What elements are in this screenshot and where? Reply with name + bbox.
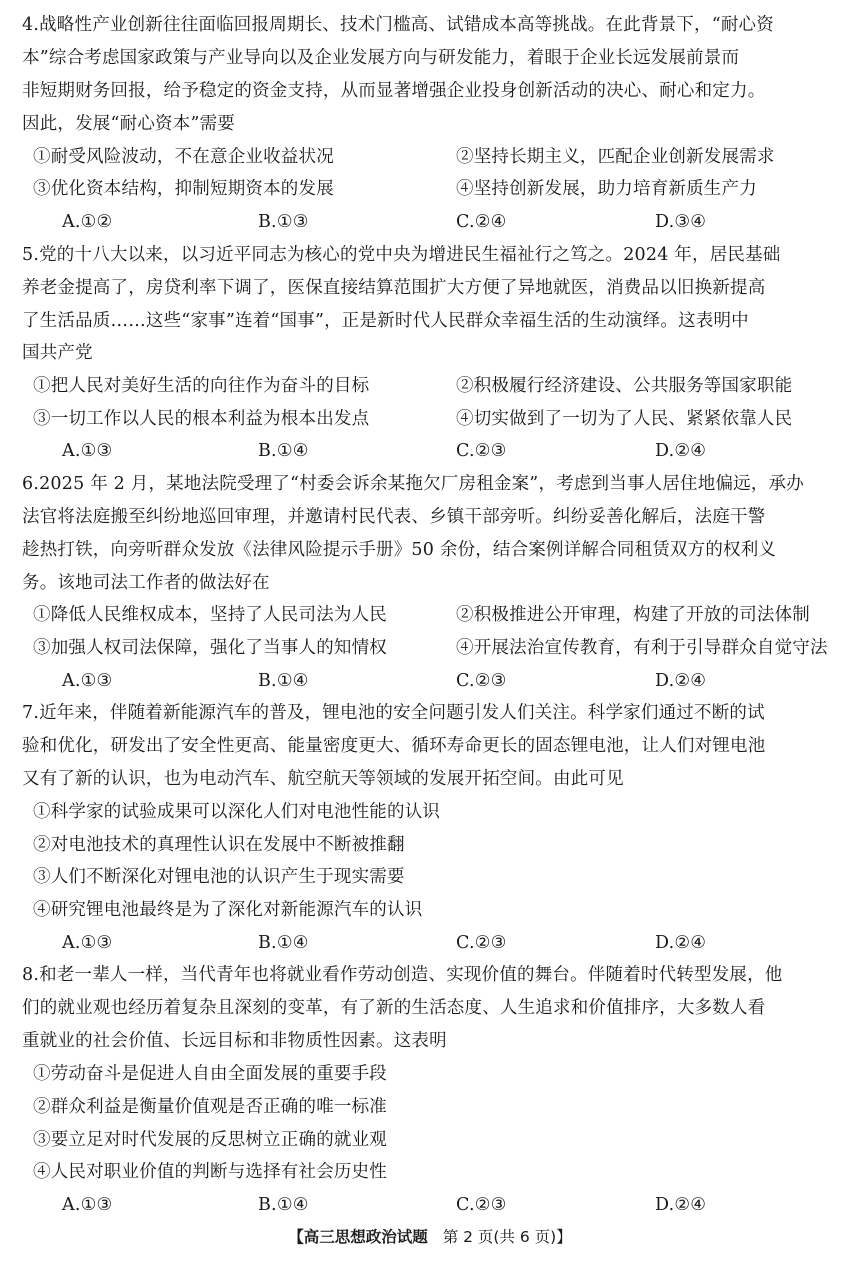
question-4-stem-line: 本”综合考虑国家政策与产业导向以及企业发展方向与研发能力，着眼于企业长远发展前景而	[22, 48, 740, 68]
question-5-stem-line: 国共产党	[22, 343, 93, 363]
question-6-option-1: ①降低人民维权成本，坚持了人民司法为人民	[33, 605, 387, 625]
question-8-option-2: ②群众利益是衡量价值观是否正确的唯一标准	[33, 1097, 387, 1117]
question-6-option-2: ②积极推进公开审理，构建了开放的司法体制	[456, 605, 810, 625]
question-7-stem-line: 7.近年来，伴随着新能源汽车的普及，锂电池的安全问题引发人们关注。科学家们通过不断的试	[22, 703, 765, 723]
question-7-option-2: ②对电池技术的真理性认识在发展中不断被推翻	[33, 835, 405, 855]
question-8-stem-line: 重就业的社会价值、长远目标和非物质性因素。这表明	[22, 1031, 447, 1051]
question-5-option-2: ②积极履行经济建设、公共服务等国家职能	[456, 376, 793, 396]
page-number: 第 2 页(共 6 页)】	[442, 1228, 572, 1246]
question-7-option-4: ④研究锂电池最终是为了深化对新能源汽车的认识	[33, 900, 423, 920]
question-8-stem-line: 们的就业观也经历着复杂且深刻的变革，有了新的生活态度、人生追求和价值排序，大多数人看	[22, 998, 766, 1018]
question-5-answer-d: D.②④	[655, 441, 707, 461]
question-4-answer-a: A.①②	[62, 212, 113, 232]
question-7-stem-line: 又有了新的认识，也为电动汽车、航空航天等领域的发展开拓空间。由此可见	[22, 769, 624, 789]
question-5-answer-a: A.①③	[62, 441, 113, 461]
question-5-answer-b: B.①④	[258, 441, 309, 461]
question-4-option-1: ①耐受风险波动，不在意企业收益状况	[33, 147, 334, 167]
page-footer	[0, 1226, 860, 1248]
question-7-stem-line: 验和优化，研发出了安全性更高、能量密度更大、循环寿命更长的固态锂电池，让人们对锂电池	[22, 736, 766, 756]
question-8-option-1: ①劳动奋斗是促进人自由全面发展的重要手段	[33, 1064, 387, 1084]
question-8-stem-line: 8.和老一辈人一样，当代青年也将就业看作劳动创造、实现价值的舞台。伴随着时代转型发展，他	[22, 965, 783, 985]
question-6-option-4: ④开展法治宣传教育，有利于引导群众自觉守法	[456, 638, 828, 658]
question-5-stem-line: 了生活品质……这些“家事”连着“国事”，正是新时代人民群众幸福生活的生动演绎。这表明中	[22, 311, 749, 331]
question-6-answer-c: C.②③	[456, 671, 507, 691]
question-7-answer-c: C.②③	[456, 933, 507, 953]
question-5-stem-line: 养老金提高了，房贷利率下调了，医保直接结算范围扩大方便了异地就医，消费品以旧换新提高	[22, 278, 766, 298]
question-4-option-4: ④坚持创新发展，助力培育新质生产力	[456, 179, 757, 199]
question-6-stem-line: 法官将法庭搬至纠纷地巡回审理，并邀请村民代表、乡镇干部旁听。纠纷妥善化解后，法庭干警	[22, 507, 766, 527]
question-5-answer-c: C.②③	[456, 441, 507, 461]
question-5-option-4: ④切实做到了一切为了人民、紧紧依靠人民	[456, 409, 793, 429]
question-4-answer-d: D.③④	[655, 212, 707, 232]
question-7-answer-d: D.②④	[655, 933, 707, 953]
question-4-option-2: ②坚持长期主义，匹配企业创新发展需求	[456, 147, 775, 167]
question-4-answer-b: B.①③	[258, 212, 309, 232]
exam-title: 【高三思想政治试题	[288, 1228, 428, 1246]
question-8-option-3: ③要立足对时代发展的反思树立正确的就业观	[33, 1130, 387, 1150]
question-5-stem-line: 5.党的十八大以来，以习近平同志为核心的党中央为增进民生福祉行之笃之。2024 年，居民基础	[22, 245, 781, 265]
question-4-option-3: ③优化资本结构，抑制短期资本的发展	[33, 179, 334, 199]
question-7-option-1: ①科学家的试验成果可以深化人们对电池性能的认识	[33, 802, 441, 822]
question-8-option-4: ④人民对职业价值的判断与选择有社会历史性	[33, 1162, 387, 1182]
question-7-answer-a: A.①③	[62, 933, 113, 953]
question-8-answer-b: B.①④	[258, 1195, 309, 1215]
question-6-answer-a: A.①③	[62, 671, 113, 691]
question-7-option-3: ③人们不断深化对锂电池的认识产生于现实需要	[33, 867, 405, 887]
question-4-stem-line: 4.战略性产业创新往往面临回报周期长、技术门槛高、试错成本高等挑战。在此背景下，“耐心资	[22, 15, 774, 35]
question-5-option-3: ③一切工作以人民的根本利益为根本出发点	[33, 409, 370, 429]
question-6-answer-d: D.②④	[655, 671, 707, 691]
question-6-stem-line: 务。该地司法工作者的做法好在	[22, 573, 270, 593]
question-4-stem-line: 非短期财务回报，给予稳定的资金支持，从而显著增强企业投身创新活动的决心、耐心和定力。	[22, 81, 766, 101]
question-8-answer-c: C.②③	[456, 1195, 507, 1215]
question-4-answer-c: C.②④	[456, 212, 507, 232]
question-8-answer-a: A.①③	[62, 1195, 113, 1215]
question-5-option-1: ①把人民对美好生活的向往作为奋斗的目标	[33, 376, 370, 396]
question-6-stem-line: 趁热打铁，向旁听群众发放《法律风险提示手册》50 余份，结合案例详解合同租赁双方的权利义	[22, 540, 777, 560]
question-8-answer-d: D.②④	[655, 1195, 707, 1215]
question-4-stem-line: 因此，发展“耐心资本”需要	[22, 114, 235, 134]
question-6-answer-b: B.①④	[258, 671, 309, 691]
question-7-answer-b: B.①④	[258, 933, 309, 953]
question-6-stem-line: 6.2025 年 2 月，某地法院受理了“村委会诉余某拖欠厂房租金案”，考虑到当事人居住地偏远，承办	[22, 474, 804, 494]
question-6-option-3: ③加强人权司法保障，强化了当事人的知情权	[33, 638, 387, 658]
